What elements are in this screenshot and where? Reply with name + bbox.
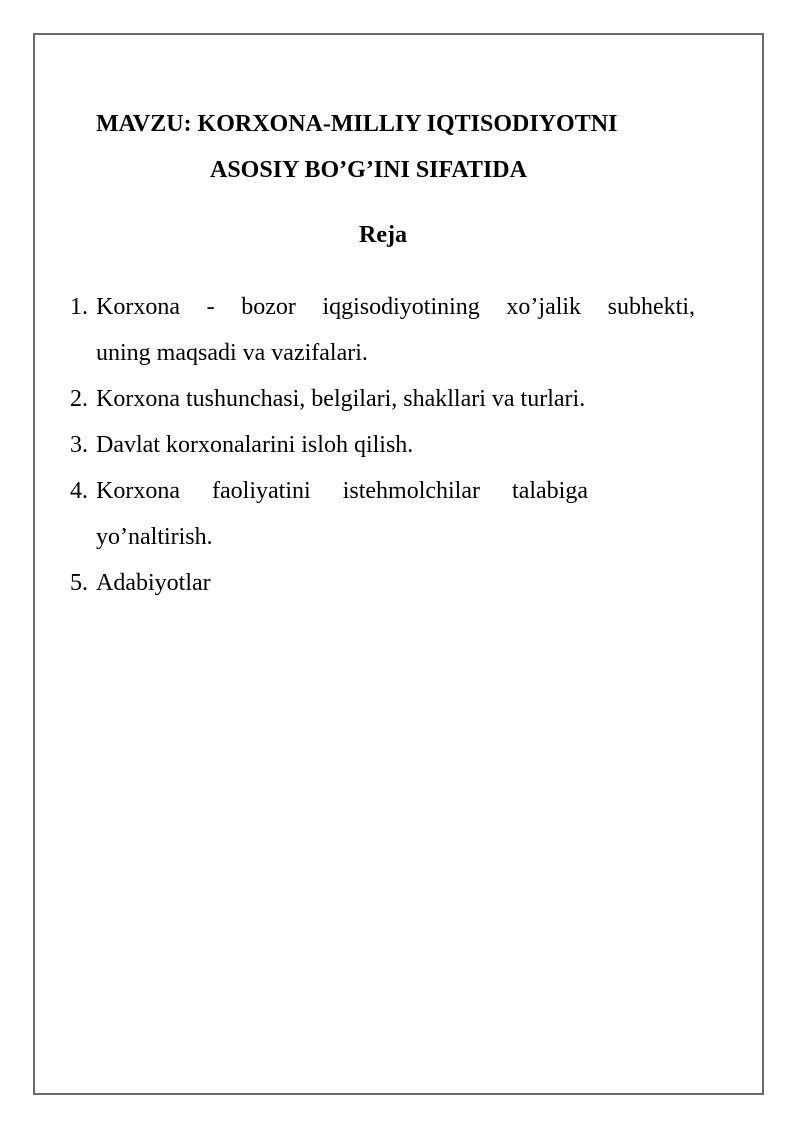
plan-item-number: 4. — [70, 478, 88, 504]
plan-heading: Reja — [359, 222, 407, 248]
plan-item-1 — [70, 284, 695, 376]
plan-item-5 — [70, 560, 695, 606]
title-line-2: ASOSIY BO’G’INI SIFATIDA — [210, 157, 527, 183]
plan-item-text-line-1: Davlat korxonalarini isloh qilish. — [96, 432, 414, 458]
title-line-1: MAVZU: KORXONA-MILLIY IQTISODIYOTNI — [96, 111, 618, 137]
plan-item-number: 2. — [70, 386, 88, 412]
plan-item-text-line-1: Korxona faoliyatini istehmolchilar talabiga — [96, 478, 588, 504]
plan-item-number: 3. — [70, 432, 88, 458]
plan-item-3 — [70, 422, 695, 468]
plan-item-text-line-1: Korxona - bozor iqgisodiyotining xo’jalik subhekti, — [96, 294, 695, 320]
plan-item-2 — [70, 376, 695, 422]
plan-list — [70, 284, 695, 606]
plan-item-text-line-2: yo’naltirish. — [96, 524, 213, 550]
plan-item-number: 1. — [70, 294, 88, 320]
plan-item-4 — [70, 468, 695, 560]
plan-item-text-line-2: uning maqsadi va vazifalari. — [96, 340, 368, 366]
plan-item-text-line-1: Adabiyotlar — [96, 570, 211, 596]
plan-item-number: 5. — [70, 570, 88, 596]
plan-item-text-line-1: Korxona tushunchasi, belgilari, shakllari va turlari. — [96, 386, 586, 412]
